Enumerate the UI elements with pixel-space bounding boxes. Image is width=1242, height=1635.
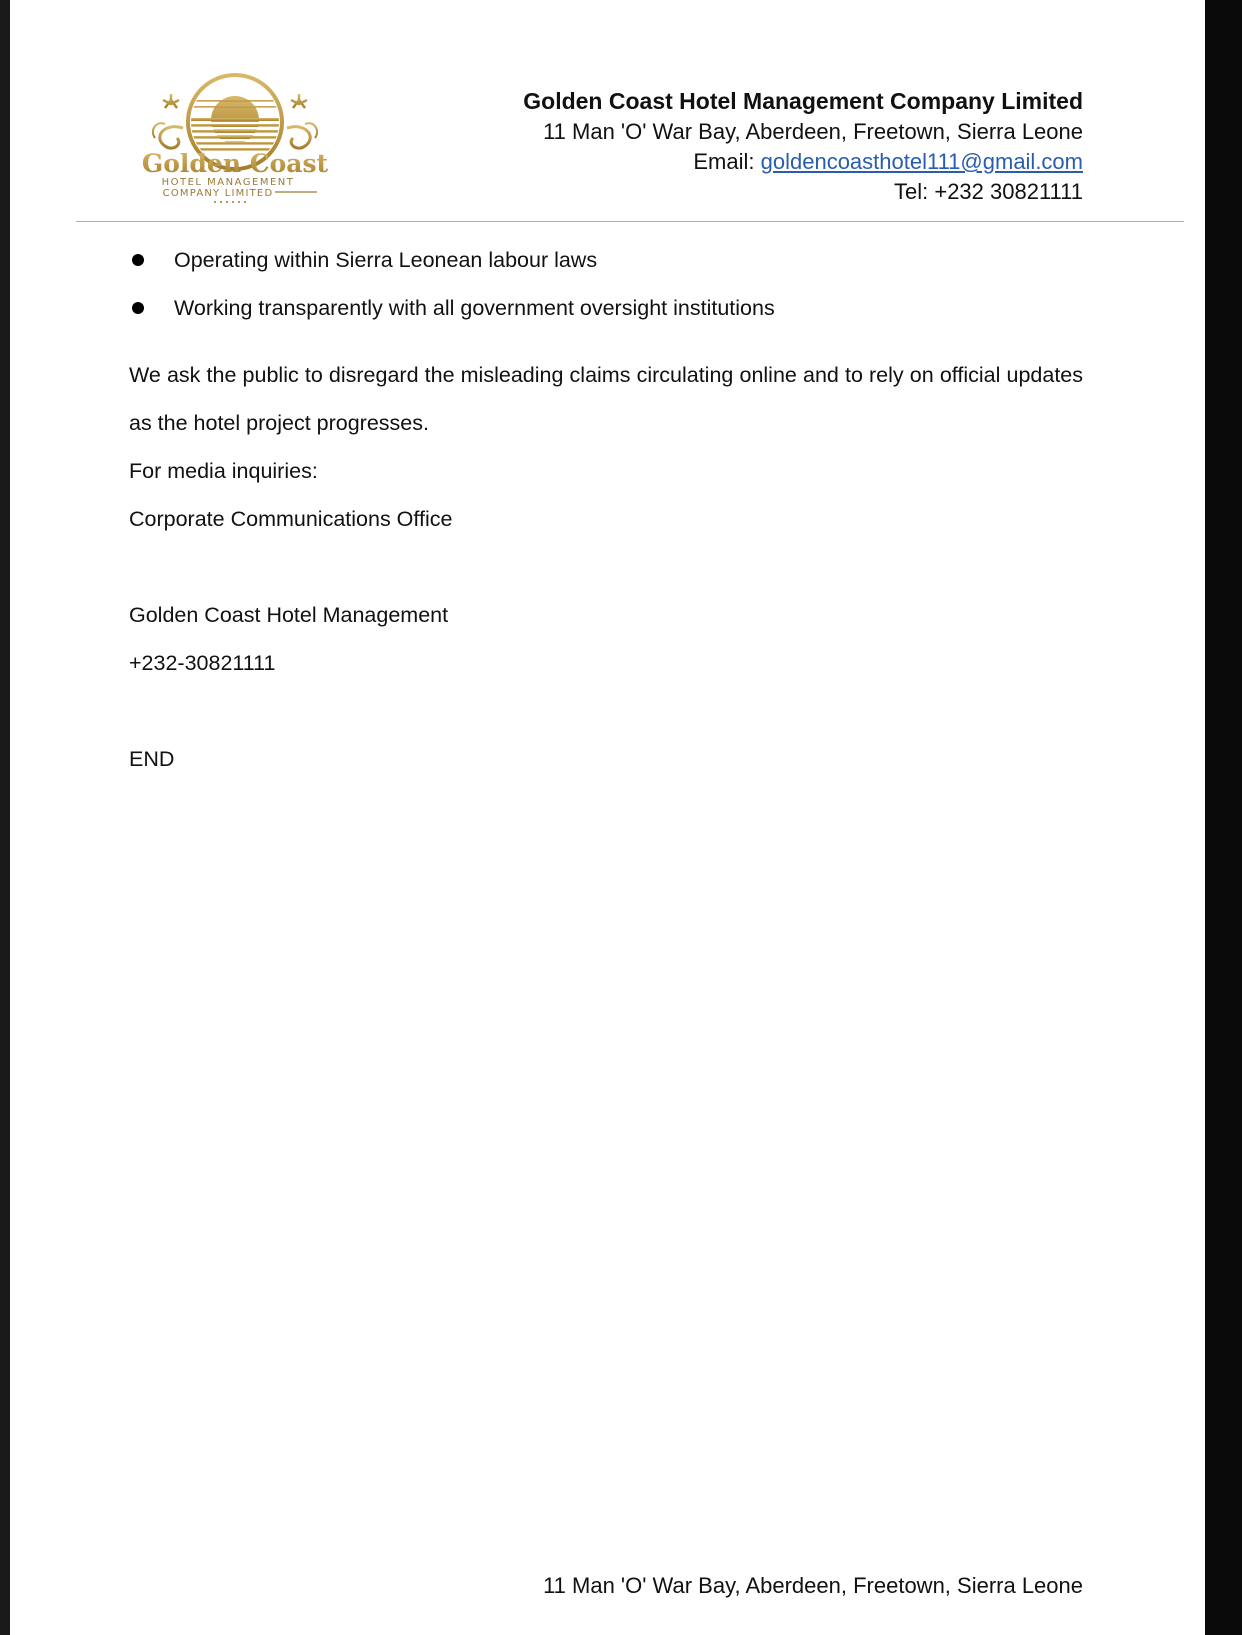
closing-paragraph: We ask the public to disregard the misleading claims circulating online and to rely on official updates as the hotel project progresses. xyxy=(129,363,1083,435)
list-item xyxy=(129,239,1083,287)
logo-emblem-icon xyxy=(135,70,335,205)
media-inquiries-label: For media inquiries: xyxy=(129,459,318,483)
email-label: Email: xyxy=(693,149,761,174)
email-line xyxy=(523,147,1083,177)
logo-line1: HOTEL MANAGEMENT xyxy=(161,177,295,188)
tel-line: Tel: +232 30821111 xyxy=(894,179,1083,204)
letter-body xyxy=(129,239,1083,783)
letterhead xyxy=(523,86,1083,207)
email-link[interactable]: goldencoasthotel111@gmail.com xyxy=(760,149,1083,174)
window-edge xyxy=(1205,0,1242,1635)
company-logo xyxy=(135,70,335,205)
logo-line2: COMPANY LIMITED xyxy=(162,188,274,199)
list-item-text: Working transparently with all government oversight institutions xyxy=(174,296,775,320)
bullet-icon xyxy=(132,254,144,266)
list-item xyxy=(129,287,1083,335)
document-page xyxy=(10,0,1205,1635)
bullet-icon xyxy=(132,302,144,314)
header-divider xyxy=(76,221,1184,222)
footer-address: 11 Man 'O' War Bay, Aberdeen, Freetown, Sierra Leone xyxy=(543,1573,1083,1598)
contact-phone: +232-30821111 xyxy=(129,651,276,675)
end-marker: END xyxy=(129,747,175,771)
list-item-text: Operating within Sierra Leonean labour laws xyxy=(174,248,598,272)
company-name: Golden Coast Hotel Management Company Limited xyxy=(523,88,1083,114)
organization-name: Golden Coast Hotel Management xyxy=(129,603,449,627)
company-address: 11 Man 'O' War Bay, Aberdeen, Freetown, Sierra Leone xyxy=(543,119,1083,144)
logo-name: Golden Coast xyxy=(141,149,329,178)
communications-office: Corporate Communications Office xyxy=(129,507,453,531)
